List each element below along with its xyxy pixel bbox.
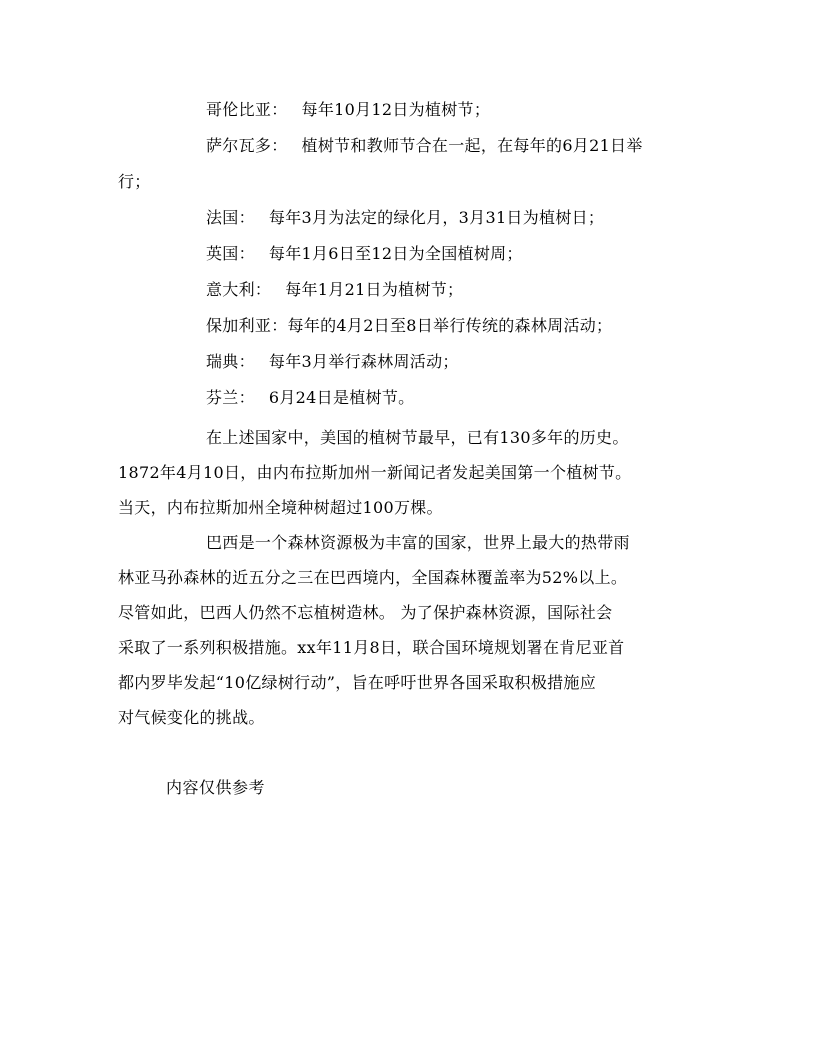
- entry-italy: [206, 280, 463, 300]
- entry-text: 每年3月为法定的绿化月，3月31日为植树日；: [268, 208, 605, 227]
- entry-country: 英国：: [206, 244, 255, 263]
- paragraph2-line: 都内罗毕发起“10亿绿树行动”，旨在呼吁世界各国采取积极措施应: [118, 673, 597, 692]
- entry-country: 芬兰：: [206, 388, 255, 407]
- entry-text: 每年10月12日为植树节；: [301, 100, 491, 119]
- paragraph2-line: 尽管如此，巴西人仍然不忘植树造林。 为了保护森林资源，国际社会: [118, 603, 613, 622]
- paragraph1-line: 1872年4月10日，由内布拉斯加州一新闻记者发起美国第一个植树节。: [118, 463, 632, 482]
- entry-country: 保加利亚：: [206, 316, 288, 335]
- entry-text: 植树节和教师节合在一起，在每年的6月21日举: [301, 136, 643, 155]
- entry-el-salvador: [206, 136, 643, 156]
- paragraph2-line: 林亚马孙森林的近五分之三在巴西境内，全国森林覆盖率为52%以上。: [118, 568, 628, 587]
- entry-el-salvador-continuation: 行；: [118, 172, 151, 191]
- entry-colombia: [206, 100, 490, 120]
- entry-sweden: [206, 352, 459, 372]
- entry-finland: [206, 388, 414, 408]
- entry-text: 每年的4月2日至8日举行传统的森林周活动；: [287, 316, 613, 335]
- disclaimer-footer: 内容仅供参考: [166, 778, 266, 797]
- paragraph1-line: 在上述国家中，美国的植树节最早，已有130多年的历史。: [206, 428, 629, 447]
- entry-uk: [206, 244, 523, 264]
- entry-text: 每年3月举行森林周活动；: [268, 352, 459, 371]
- paragraph2-line: 对气候变化的挑战。: [118, 708, 265, 727]
- paragraph2-line: 采取了一系列积极措施。xx年11月8日，联合国环境规划署在肯尼亚首: [118, 638, 625, 657]
- entry-country: 哥伦比亚：: [206, 100, 288, 119]
- paragraph1-line: 当天，内布拉斯加州全境种树超过100万棵。: [118, 498, 443, 517]
- entry-text: 每年1月21日为植树节；: [285, 280, 464, 299]
- entry-country: 法国：: [206, 208, 255, 227]
- entry-text: 6月24日是植树节。: [268, 388, 415, 407]
- entry-country: 瑞典：: [206, 352, 255, 371]
- entry-bulgaria: [206, 316, 612, 336]
- entry-france: [206, 208, 604, 228]
- entry-country: 意大利：: [206, 280, 272, 299]
- paragraph2-line: 巴西是一个森林资源极为丰富的国家，世界上最大的热带雨: [206, 533, 630, 552]
- entry-country: 萨尔瓦多：: [206, 136, 288, 155]
- entry-text: 每年1月6日至12日为全国植树周；: [268, 244, 523, 263]
